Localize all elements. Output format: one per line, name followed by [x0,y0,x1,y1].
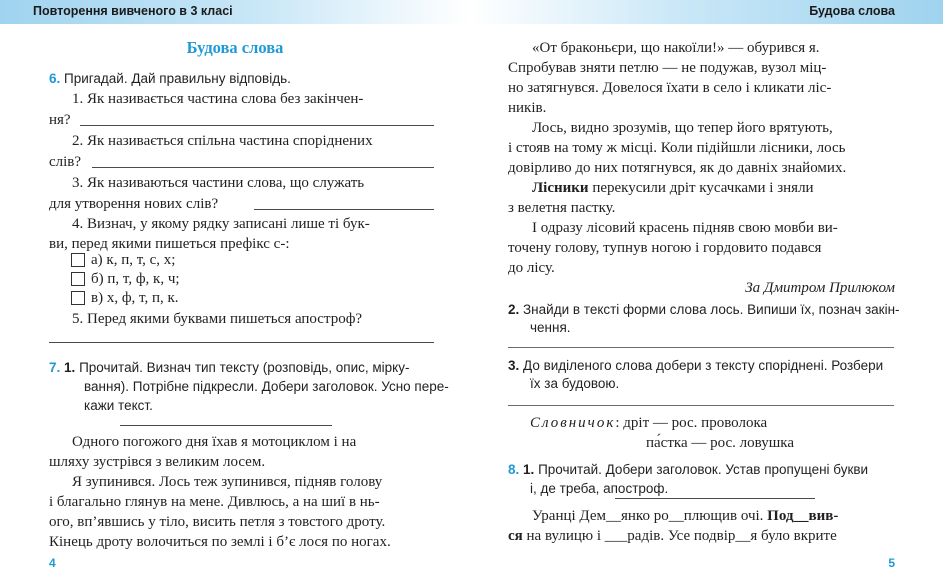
answer-line-3[interactable] [254,209,434,210]
right-header-bar [470,0,943,24]
highlighted-word: Лісники [532,180,589,196]
section-title: Будова слова [186,38,284,57]
story-p5-text-1: перекусили дріт кусачками і зняли [588,180,814,196]
story-p4-line-1: Лось, видно зрозумів, що тепер його врятують, [532,120,833,136]
exercise-6-header [49,69,291,88]
exercise-7-instruction-text-1: Прочитай. Визнач тип тексту (розповідь, опис, мірку- [79,360,410,375]
exercise-8-instruction-line-1 [508,460,868,479]
right-header-title: Будова слова [809,4,895,18]
exercise-6-instruction: Пригадай. Дай правильну відповідь. [64,71,291,86]
question-5: 5. Перед якими буквами пишеться апостроф? [72,311,363,327]
question-2-line-2: слів? [49,154,82,170]
page-number-right: 5 [888,556,895,570]
story-p4-line-3: довірливо до них потягнувся, як до давніх знайомих. [508,160,847,176]
question-3-line-2: для утворення нових слів? [49,196,219,212]
option-c-label: в) х, ф, т, п, к. [91,290,179,306]
option-b-checkbox[interactable] [71,272,85,286]
story-p1-line-2: шляху зустрівся з великим лосем. [49,454,266,470]
story-p6-line-2: точену голову, тупнув ногою і гордовито подався [508,240,822,256]
exercise-7-number: 7. [49,360,61,375]
task-2-answer-line[interactable] [508,347,894,348]
story-p2-line-2: і благально глянув на мене. Дивлюсь, а на шиї в нь- [49,494,380,510]
question-4-line-2: ви, перед якими пишеться префікс с-: [49,236,290,252]
glossary-entry-1: : дріт — рос. проволока [615,415,768,431]
glossary-label: Словничок [530,415,616,431]
left-page [0,0,470,574]
option-a-checkbox[interactable] [71,253,85,267]
question-3-line-1: 3. Як називаються частини слова, що служать [72,175,365,191]
task-3-text-1: До виділеного слова добери з тексту споріднені. Розбери [523,358,884,373]
title-answer-line[interactable] [120,425,332,426]
task-3-line-1 [508,356,883,375]
exercise-8-instruction-line-2: і, де треба, апостроф. [530,481,669,496]
option-b-label: б) п, т, ф, к, ч; [91,271,180,287]
story-p3-line-1: «От браконьєри, що накоїли!» — обурився я. [532,40,820,56]
glossary-line-2: па́стка — рос. ловушка [646,435,794,451]
exercise-8-number: 8. [508,462,520,477]
task-2-line-1 [508,300,900,319]
task-3-answer-line[interactable] [508,405,894,406]
question-4-line-1: 4. Визнач, у якому рядку записані лише ті бук- [72,216,370,232]
glossary-line-1 [530,413,767,434]
story-p1-line-1: Одного погожого дня їхав я мотоциклом і на [72,434,357,450]
story-p2-line-4: Кінець дроту волочиться по землі і б’є лося по ногах. [49,534,391,550]
exercise-8-instruction-text-1: Прочитай. Добери заголовок. Устав пропущені букви [538,462,869,477]
story-p5-line-1 [532,178,814,199]
story-author: За Дмитром Прилюком [745,280,895,296]
exercise-7-instruction-line-1 [49,358,409,377]
question-1-line-1: 1. Як називається частина слова без закінчен- [72,91,364,107]
story-p3-line-3: но затягнувся. Довелося їхати в село і кликати ліс- [508,80,832,96]
exercise-8-bold-word-1: Под__вив- [767,508,839,524]
story-p2-line-1: Я зупинився. Лось теж зупинився, підняв голову [72,474,383,490]
right-page [470,0,943,574]
story-p4-line-2: і стояв на тому ж місці. Коли підійшли лісники, лось [508,140,846,156]
question-1-line-2: ня? [49,112,71,128]
exercise-7-subnumber: 1. [64,360,76,375]
option-a-label: а) к, п, т, с, х; [91,252,176,268]
answer-line-1[interactable] [80,125,434,126]
exercise-6-number: 6. [49,71,61,86]
story-p3-line-2: Спробував зняти петлю — не подужав, вузол міц- [508,60,827,76]
task-3-line-2: їх за будовою. [530,376,620,391]
page-number-left: 4 [49,556,56,570]
left-header-bar [0,0,470,24]
exercise-8-text-line-1 [532,506,838,527]
story-p6-line-1: І одразу лісовий красень підняв свою мовби ви- [532,220,838,236]
exercise-8-text-1a: Уранці Дем__янко ро__плющив очі. [532,508,768,524]
story-p3-line-4: ників. [508,100,547,116]
task-2-line-2: чення. [530,320,571,335]
exercise-7-instruction-line-3: кажи текст. [84,398,153,413]
task-3-number: 3. [508,358,520,373]
answer-line-5[interactable] [49,342,434,343]
option-c-checkbox[interactable] [71,291,85,305]
story-p5-line-2: з велетня пастку. [508,200,616,216]
exercise-8-text-2b: на вулицю і ___радів. Усе подвір__я було вкрите [522,528,837,544]
exercise-8-subnumber: 1. [523,462,535,477]
answer-line-2[interactable] [92,167,434,168]
question-2-line-1: 2. Як називається спільна частина споріднених [72,133,373,149]
story-p6-line-3: до лісу. [508,260,555,276]
task-2-number: 2. [508,302,520,317]
exercise-8-text-line-2 [508,526,837,547]
left-header-title: Повторення вивченого в 3 класі [33,4,233,18]
exercise-8-title-line[interactable] [615,498,815,499]
exercise-8-bold-word-2: ся [508,528,523,544]
story-p2-line-3: ого, вп’явшись у тіло, висить петля з товстого дроту. [49,514,386,530]
task-2-text-1: Знайди в тексті форми слова лось. Випиши їх, познач закін- [523,302,900,317]
exercise-7-instruction-line-2: вання). Потрібне підкресли. Добери заголовок. Усно пере- [84,379,449,394]
